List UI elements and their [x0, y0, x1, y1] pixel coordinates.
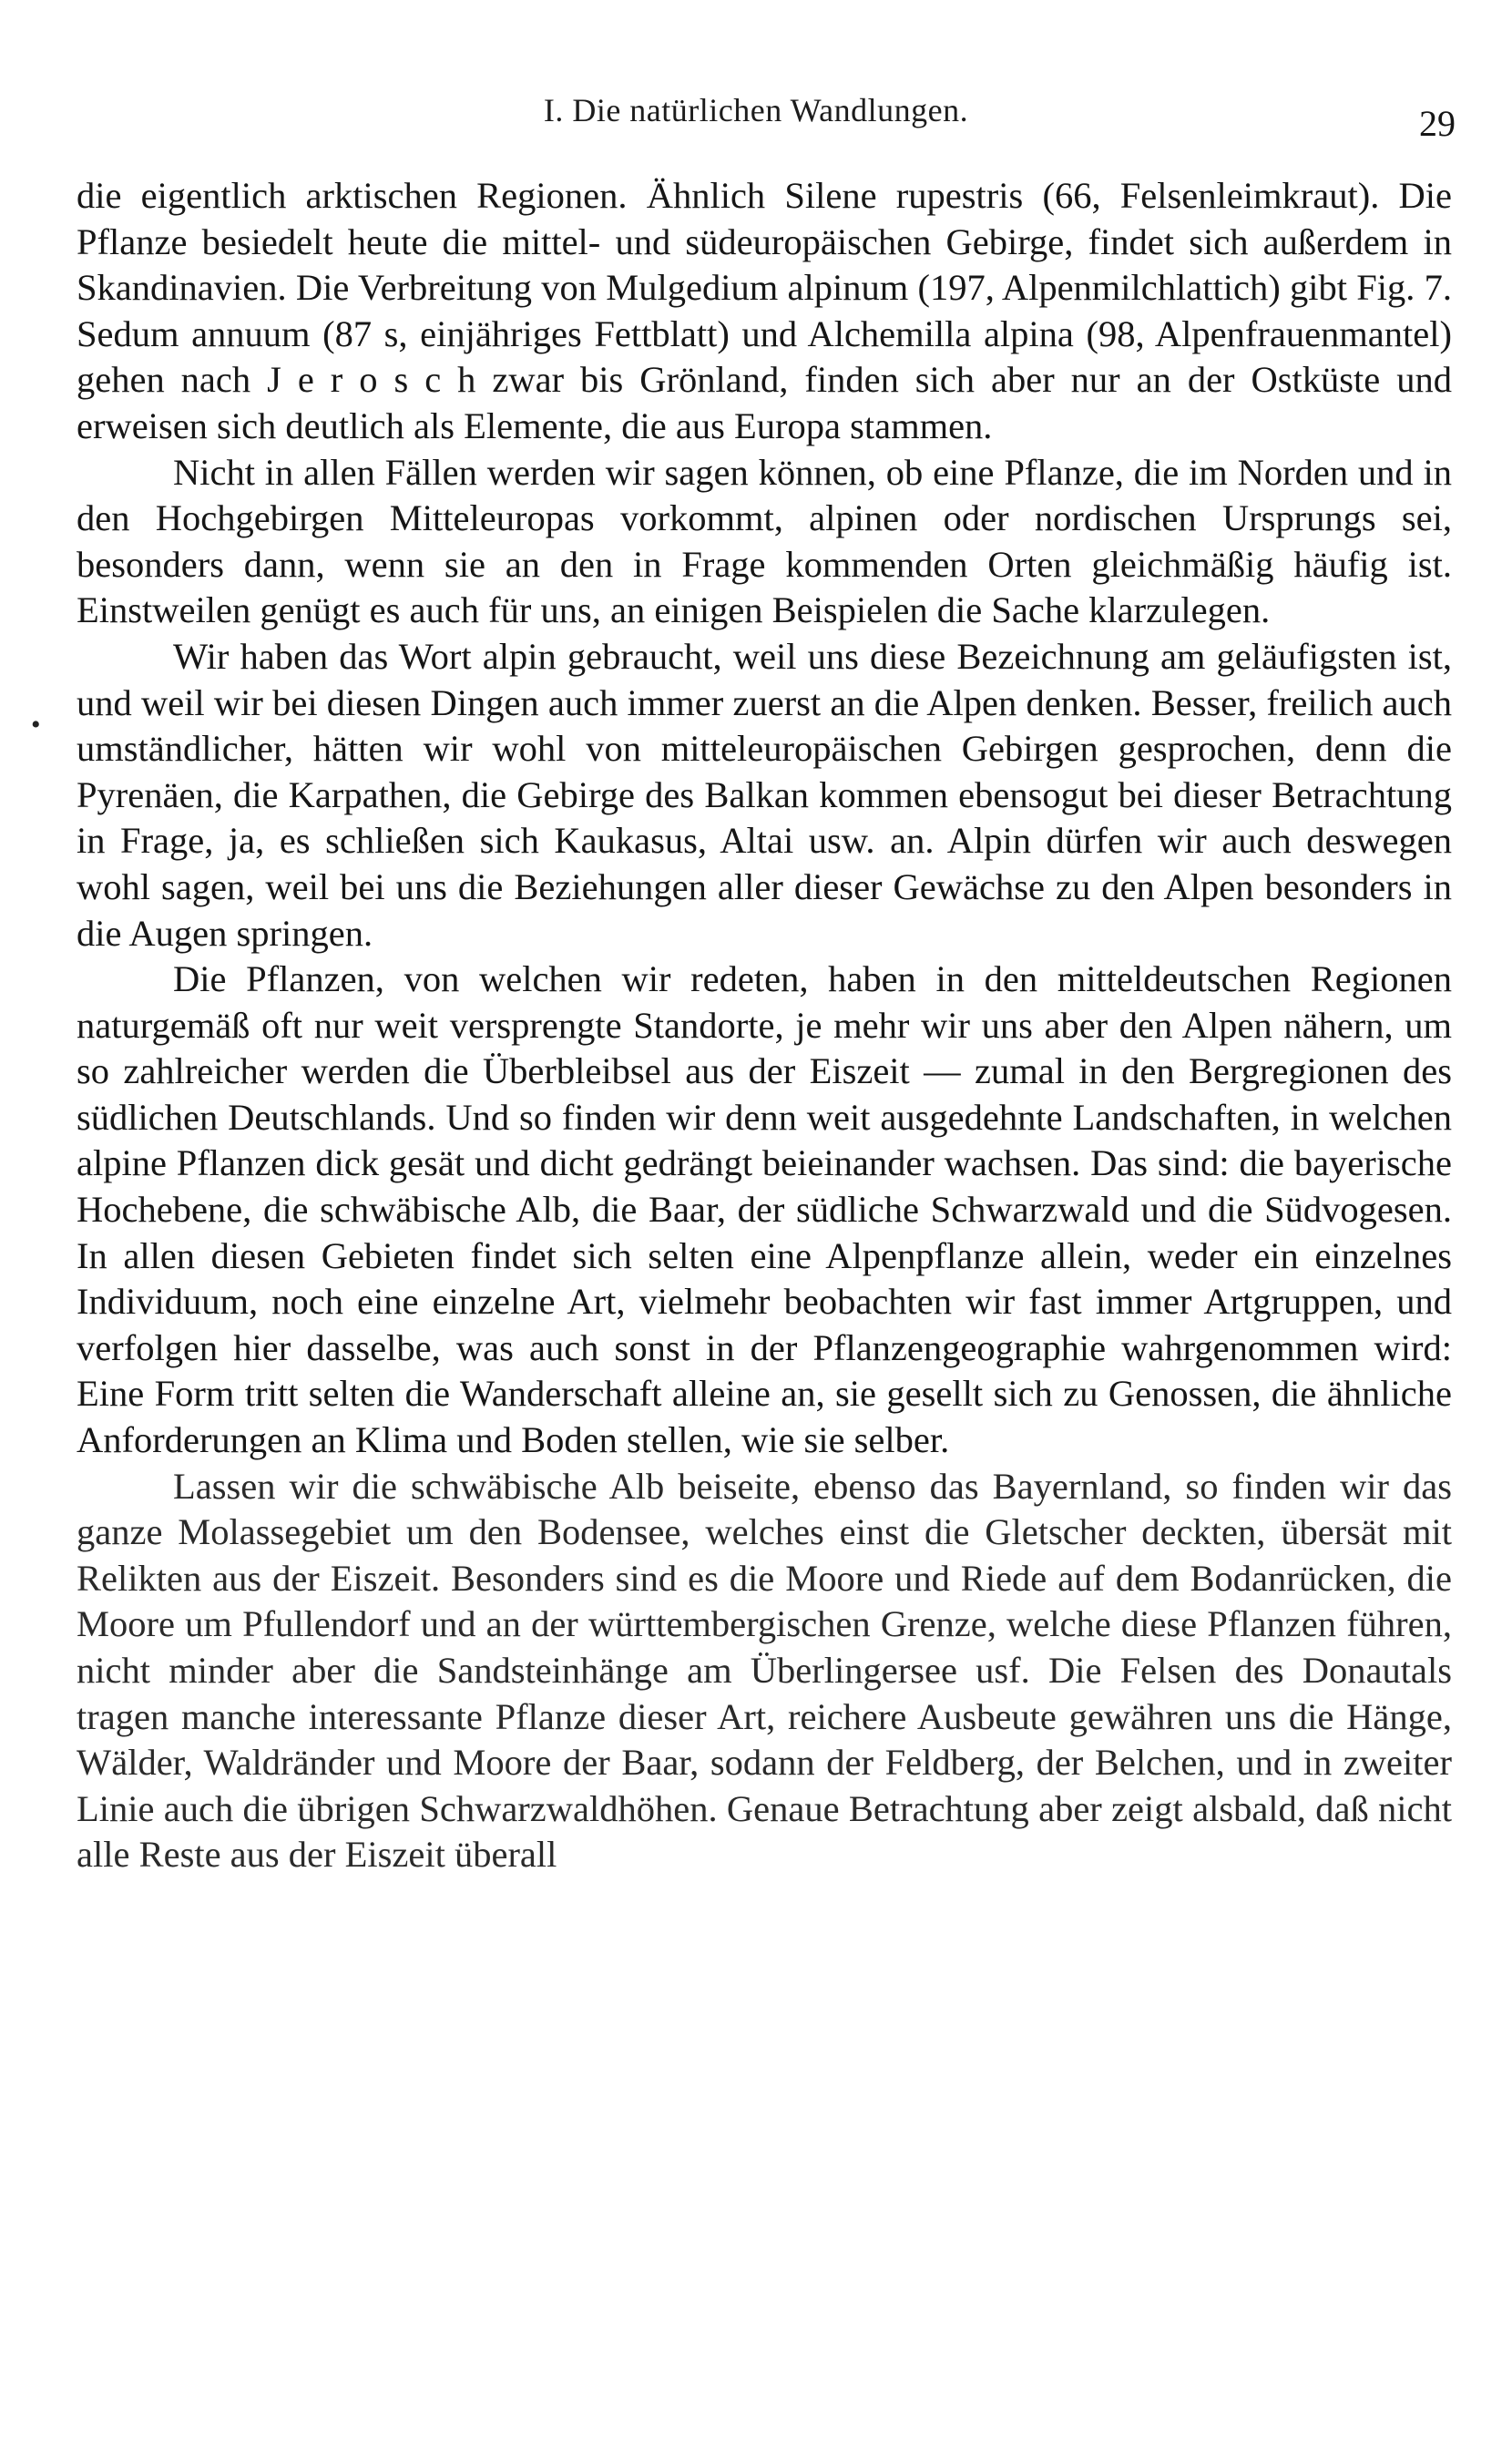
running-head: I. Die natürlichen Wandlungen. [543, 92, 969, 128]
paragraph-5: Lassen wir die schwäbische Alb beiseite, ebenso das Bayernland, so finden wir das ganze Molassegebiet um den Bodensee, welches einst die Gletscher deckten, übersät mit Relikten aus der Eiszeit. Besonders sind es die Moore und Riede auf dem Bodanrücken, die Moore um Pfullendorf und an der württembergischen Grenze, welche diese Pflanzen führen, nicht minder aber die Sandsteinhänge am Überlingersee usf. Die Felsen des Donautals tragen manche interessante Pflanze dieser Art, reichere Ausbeute gewähren uns die Hänge, Wälder, Waldränder und Moore der Baar, sodann der Feldberg, der Belchen, und in zweiter Linie auch die übrigen Schwarzwaldhöhen. Genaue Betrachtung aber zeigt alsbald, daß nicht alle Reste aus der Eiszeit überall [77, 1465, 1452, 1876]
margin-dot-mark: • [31, 710, 41, 740]
paragraph-4: Die Pflanzen, von welchen wir redeten, haben in den mitteldeutschen Regionen naturgemäß oft nur weit versprengte Standorte, je mehr wir uns aber den Alpen nähern, um so zahlreicher werden die Überbleibsel aus der Eiszeit — zumal in den Bergregionen des südlichen Deutschlands. Und so finden wir denn weit ausgedehnte Landschaften, in welchen alpine Pflanzen dick gesät und dicht gedrängt beieinander wachsen. Das sind: die bayerische Hochebene, die schwäbische Alb, die Baar, der südliche Schwarzwald und die Südvogesen. In allen diesen Gebieten findet sich selten eine Alpenpflanze allein, weder ein einzelnes Individuum, noch eine einzelne Art, vielmehr beobachten wir fast immer Artgruppen, und verfolgen hier dasselbe, was auch sonst in der Pflanzengeographie wahrgenommen wird: Eine Form tritt selten die Wanderschaft alleine an, sie gesellt sich zu Genossen, die ähnliche Anforderungen an Klima und Boden stellen, wie sie selber. [77, 958, 1452, 1461]
body-text [77, 173, 1452, 1878]
page-number: 29 [1419, 103, 1456, 144]
paragraph-2: Nicht in allen Fällen werden wir sagen können, ob eine Pflanze, die im Norden und in den Hochgebirgen Mitteleuropas vorkommt, alpinen oder nordischen Ursprungs sei, besonders dann, wenn sie an den in Frage kommenden Orten gleichmäßig häufig ist. Einstweilen genügt es auch für uns, an einigen Beispielen die Sache klarzulegen. [77, 451, 1452, 631]
paragraph-3: Wir haben das Wort alpin gebraucht, weil uns diese Bezeichnung am geläufigsten ist, und weil wir bei diesen Dingen auch immer zuerst an die Alpen denken. Besser, freilich auch umständlicher, hätten wir wohl von mitteleuropäischen Gebirgen gesprochen, denn die Pyrenäen, die Karpathen, die Gebirge des Balkan kommen ebensogut bei dieser Betrachtung in Frage, ja, es schließen sich Kaukasus, Altai usw. an. Alpin dürfen wir auch deswegen wohl sagen, weil bei uns die Beziehungen aller dieser Gewächse zu den Alpen besonders in die Augen springen. [77, 635, 1452, 954]
paragraph-1: die eigentlich arktischen Regionen. Ähnlich Silene rupestris (66, Felsenleimkraut). Die Pflanze besiedelt heute die mittel- und südeuropäischen Gebirge, findet sich außerdem in Skandinavien. Die Verbreitung von Mulgedium alpinum (197, Alpenmilchlattich) gibt Fig. 7. Sedum annuum (87 s, einjähriges Fettblatt) und Alchemilla alpina (98, Alpenfrauenmantel) gehen nach J e r o s c h zwar bis Grönland, finden sich aber nur an der Ostküste und erweisen sich deutlich als Elemente, die aus Europa stammen. [77, 175, 1452, 446]
